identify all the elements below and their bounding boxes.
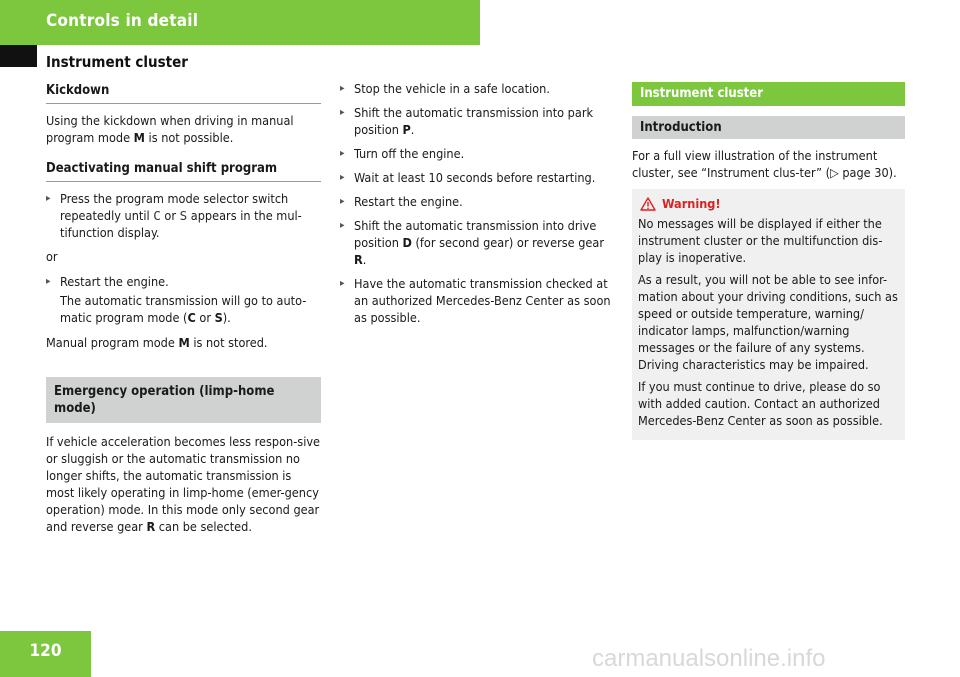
section-marker: [0, 45, 37, 67]
column-left: [46, 80, 321, 543]
warning-paragraph: No messages will be displayed if either the instrument cluster or the multifunction dis-play is inoperative.: [638, 216, 883, 265]
instruction-step: ▸ Restart the engine.: [340, 194, 463, 209]
introduction-heading: Introduction: [632, 116, 905, 139]
introduction-paragraph: For a full view illustration of the instrument cluster, see “Instrument clus-ter” (▷ page 30).: [632, 148, 897, 180]
arrow-right-icon: ▸: [46, 276, 51, 287]
arrow-right-icon: ▸: [340, 148, 345, 159]
watermark: carmanualsonline.info: [592, 645, 826, 672]
column-middle: [340, 80, 615, 333]
page-reference-icon: ▷: [830, 165, 839, 180]
warning-title: Warning!: [638, 195, 899, 212]
section-heading-instrument-cluster: Instrument cluster: [632, 82, 905, 106]
instruction-step: ▸ Have the automatic transmission checked at an authorized Mercedes-Benz Center as soon as possible.: [340, 276, 611, 325]
arrow-right-icon: ▸: [340, 172, 345, 183]
instruction-step: ▸ Turn off the engine.: [340, 146, 465, 161]
arrow-right-icon: ▸: [46, 193, 51, 204]
instruction-step: ▸ Press the program mode selector switch repeatedly until C or S appears in the mul-tifunction display.: [46, 191, 302, 240]
section-title: Instrument cluster: [46, 53, 188, 71]
kickdown-heading: Kickdown: [46, 80, 321, 104]
manual-note: Manual program mode M is not stored.: [46, 335, 268, 350]
arrow-right-icon: ▸: [340, 220, 345, 231]
arrow-right-icon: ▸: [340, 83, 345, 94]
emergency-heading: Emergency operation (limp-home mode): [46, 377, 321, 423]
chapter-title: Controls in detail: [46, 11, 199, 31]
or-text: or: [46, 249, 58, 264]
arrow-right-icon: ▸: [340, 278, 345, 289]
step-result: The automatic transmission will go to auto-matic program mode (C or S).: [60, 293, 307, 325]
deactivate-heading: Deactivating manual shift program: [46, 158, 321, 182]
warning-box: [632, 189, 905, 440]
emergency-paragraph: If vehicle acceleration becomes less respon-sive or sluggish or the automatic transmission no longer shifts, the automatic transmission is most likely operating in limp-home (emer-gency operation) mode. In this mode only second gear and reverse gear R can be selected.: [46, 434, 321, 534]
instruction-step: ▸ Wait at least 10 seconds before restarting.: [340, 170, 596, 185]
instruction-step: ▸ Stop the vehicle in a safe location.: [340, 81, 550, 96]
arrow-right-icon: ▸: [340, 107, 345, 118]
column-right: [632, 80, 905, 440]
kickdown-paragraph: Using the kickdown when driving in manual program mode M is not possible.: [46, 113, 294, 145]
warning-paragraph: If you must continue to drive, please do so with added caution. Contact an authorized Mercedes-Benz Center as soon as possible.: [638, 379, 883, 428]
gear-c-symbol: C: [153, 208, 161, 223]
instruction-step: ▸ Shift the automatic transmission into park position P.: [340, 105, 594, 137]
instruction-step: ▸ Shift the automatic transmission into drive position D (for second gear) or reverse gear R.: [340, 218, 604, 267]
warning-triangle-icon: [640, 197, 656, 211]
page-number: 120: [0, 631, 91, 677]
warning-paragraph: As a result, you will not be able to see infor-mation about your driving conditions, such as speed or outside temperature, warning/ indicator lamps, malfunction/warning messages or the failure of any systems. Driving characteristics may be impaired.: [638, 272, 898, 372]
gear-s-symbol: S: [179, 208, 188, 223]
instruction-step: ▸ Restart the engine.: [46, 274, 169, 289]
arrow-right-icon: ▸: [340, 196, 345, 207]
